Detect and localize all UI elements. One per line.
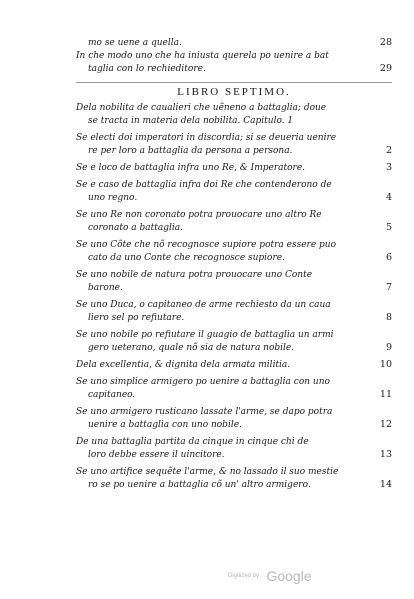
entry-line	[88, 389, 392, 401]
entry-text: Dela nobilita de caualieri che uẽneno a battaglia; doue	[76, 103, 327, 113]
entry-line	[76, 466, 392, 478]
entry-text: uenire a battaglia con uno nobile.	[88, 420, 242, 430]
google-logo: Google	[266, 567, 312, 584]
entry-line	[88, 145, 392, 157]
entry-line	[88, 479, 392, 491]
chapter-number: 4	[385, 192, 392, 203]
entry-line	[76, 299, 392, 311]
entry-text: ro se po uenire a battaglia cõ un' altro armigero.	[88, 480, 311, 490]
entry-line	[76, 359, 392, 371]
entry-text: De una battaglia partita da cinque in cinque chi de	[76, 437, 309, 447]
entry-line	[88, 282, 392, 294]
chapter-number: 3	[385, 162, 392, 173]
chapter-number: 5	[385, 222, 392, 233]
entry-text: Se uno Re non coronato potra prouocare uno altro Re	[76, 210, 322, 220]
google-watermark	[228, 567, 312, 585]
entry-text: Se uno nobile po refiutare il guagio de battaglia un armi	[76, 330, 334, 340]
top-rule	[76, 82, 392, 83]
entry-line	[76, 102, 392, 114]
entry-text: taglia con lo rechieditore.	[88, 64, 206, 74]
entry-text: Se electi doi imperatori in discordia; si se deueria uenire	[76, 133, 337, 143]
entry-line	[76, 406, 392, 418]
entry-text: Se uno Cõte che nõ recognosce supiore potra essere puo	[76, 240, 336, 250]
entry-line	[76, 436, 392, 448]
entry-text: Se uno nobile de natura potra prouocare uno Conte	[76, 270, 313, 280]
chapter-number: 14	[379, 479, 392, 490]
entry-line	[88, 115, 392, 127]
entry-line	[88, 192, 392, 204]
entry-text: barone.	[88, 283, 123, 293]
chapter-number: 29	[379, 63, 392, 74]
entry-text: mo se uene a quella.	[88, 38, 182, 48]
watermark-prefix: Digitized by	[228, 572, 260, 579]
entry-line	[88, 63, 392, 75]
entry-line	[76, 50, 392, 62]
chapter-number: 10	[379, 359, 392, 370]
entry-text: Dela excellentia, & dignita dela armata militia.	[76, 360, 291, 370]
chapter-number: 28	[379, 37, 392, 48]
chapter-number: 7	[385, 282, 392, 293]
entry-line	[76, 269, 392, 281]
entry-line	[88, 312, 392, 324]
entry-text: liero sel po refiutare.	[88, 313, 185, 323]
entry-text: Se uno simplice armigero po uenire a battaglia con uno	[76, 377, 330, 387]
entry-line	[88, 449, 392, 461]
entry-line	[88, 222, 392, 234]
entry-text: uno regno.	[88, 193, 138, 203]
chapter-number: 12	[379, 419, 392, 430]
entry-text: Se uno armigero rusticano lassate l'arme, se dapo potra	[76, 407, 333, 417]
entry-text: se tracta in materia dela nobilita. Capitulo. 1	[88, 116, 294, 126]
chapter-number: 2	[385, 145, 392, 156]
entry-text: Se e loco de battaglia infra uno Re, & Imperatore.	[76, 163, 306, 173]
entry-line	[88, 252, 392, 264]
chapter-number: 11	[379, 389, 392, 400]
entry-line	[76, 209, 392, 221]
entry-text: cato da uno Conte che recognosce supiore.	[88, 253, 285, 263]
chapter-number: 9	[385, 342, 392, 353]
entry-line	[88, 419, 392, 431]
entry-line	[76, 162, 392, 174]
section-heading: LIBRO SEPTIMO.	[177, 86, 291, 98]
entry-line	[76, 179, 392, 191]
entry-text: In che modo uno che ha iniusta querela po uenire a bat	[76, 51, 329, 61]
entry-text: Se e caso de battaglia infra doi Re che contenderono de	[76, 180, 332, 190]
entry-text: capitaneo.	[88, 390, 136, 400]
entry-text: coronato a battaglia.	[88, 223, 183, 233]
entry-text: loro debbe essere il uincitore.	[88, 450, 225, 460]
entry-line	[88, 342, 392, 354]
entry-line	[88, 37, 392, 49]
entry-text: Se uno artifice sequẽte l'arme, & no lassado il suo mestie	[76, 467, 339, 477]
entry-line	[76, 329, 392, 341]
entry-line	[76, 376, 392, 388]
chapter-number: 13	[379, 449, 392, 460]
entry-line	[76, 239, 392, 251]
entry-line	[76, 132, 392, 144]
entry-text: gero ueterano, quale nõ sia de natura nobile.	[88, 343, 295, 353]
chapter-number: 6	[385, 252, 392, 263]
chapter-number: 8	[385, 312, 392, 323]
entry-text: Se uno Duca, o capitaneo de arme rechiesto da un caua	[76, 300, 331, 310]
entry-text: re per loro a battaglia da persona a persona.	[88, 146, 293, 156]
